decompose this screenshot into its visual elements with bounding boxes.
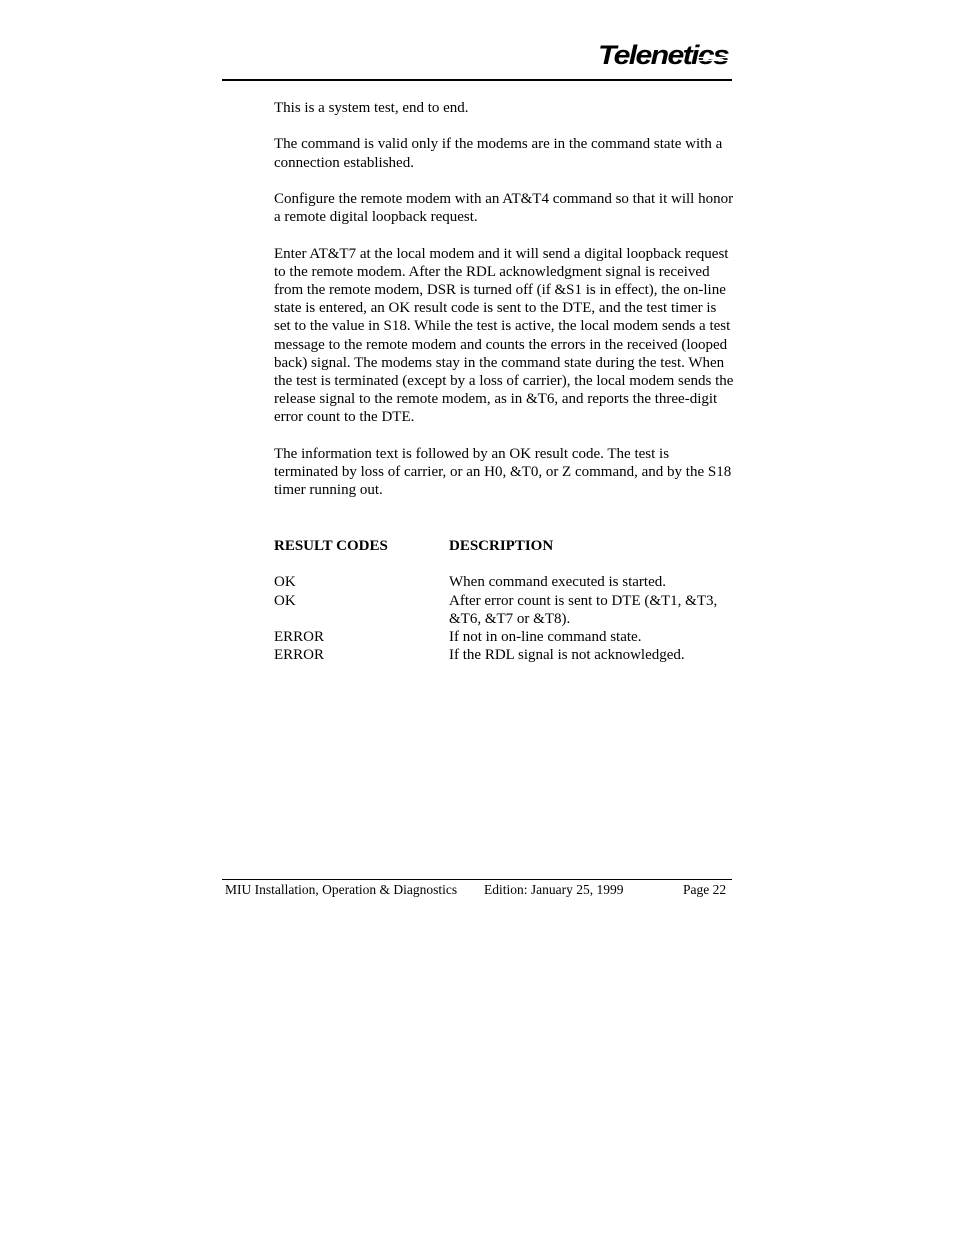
footer-doc-title: MIU Installation, Operation & Diagnostics [225,882,458,897]
table-row [274,592,734,628]
footer-page-number: Page 22 [683,882,727,897]
result-codes-header-row [274,537,734,555]
table-row [274,628,734,646]
footer-edition: Edition: January 25, 1999 [484,882,624,897]
paragraph: Configure the remote modem with an AT&T4 command so that it will honor a remote digital loopback request. [274,190,734,226]
result-description: If the RDL signal is not acknowledged. [449,647,685,664]
result-codes-header: RESULT CODES [274,538,388,554]
table-row [274,646,734,664]
paragraph: This is a system test, end to end. [274,100,469,116]
result-codes-table [274,537,734,664]
result-code: ERROR [274,647,325,664]
telenetics-logo-wordmark [598,40,730,70]
telenetics-logo [598,40,730,70]
result-description: When command executed is started. [449,574,667,591]
paragraph: The command is valid only if the modems are in the command state with a connection established. [274,136,723,171]
result-code: OK [274,574,296,591]
result-description: After error count is sent to DTE (&T1, &T3, &T6, &T7 or &T8). [449,592,718,627]
body-text [274,99,736,518]
logo-text: Telenetics [598,40,730,70]
header-rule [222,79,732,81]
result-description: If not in on-line command state. [449,629,642,645]
table-row [274,573,734,591]
result-code: ERROR [274,629,325,645]
description-header: DESCRIPTION [449,538,554,554]
paragraph: The information text is followed by an OK result code. The test is terminated by loss of carrier, or an H0, &T0, or Z command, and by the S18 timer running out. [274,445,732,499]
result-code: OK [274,592,296,609]
footer-rule [222,879,732,880]
paragraph: Enter AT&T7 at the local modem and it will send a digital loopback request to the remote modem. After the RDL acknowledgment signal is received from the remote modem, DSR is turned off (if &S1 is in effect), the on-line state is entered, an OK result code is sent to the DTE, and the test timer is set to the value in S18. While the test is active, the local modem sends a test message to the remote modem and counts the errors in the received (looped back) signal. The modems stay in the command state during the test. When the test is terminated (except by a loss of carrier), the local modem sends the release signal to the remote modem, as in &T6, and reports the three-digit error count to the DTE. [274,245,734,426]
